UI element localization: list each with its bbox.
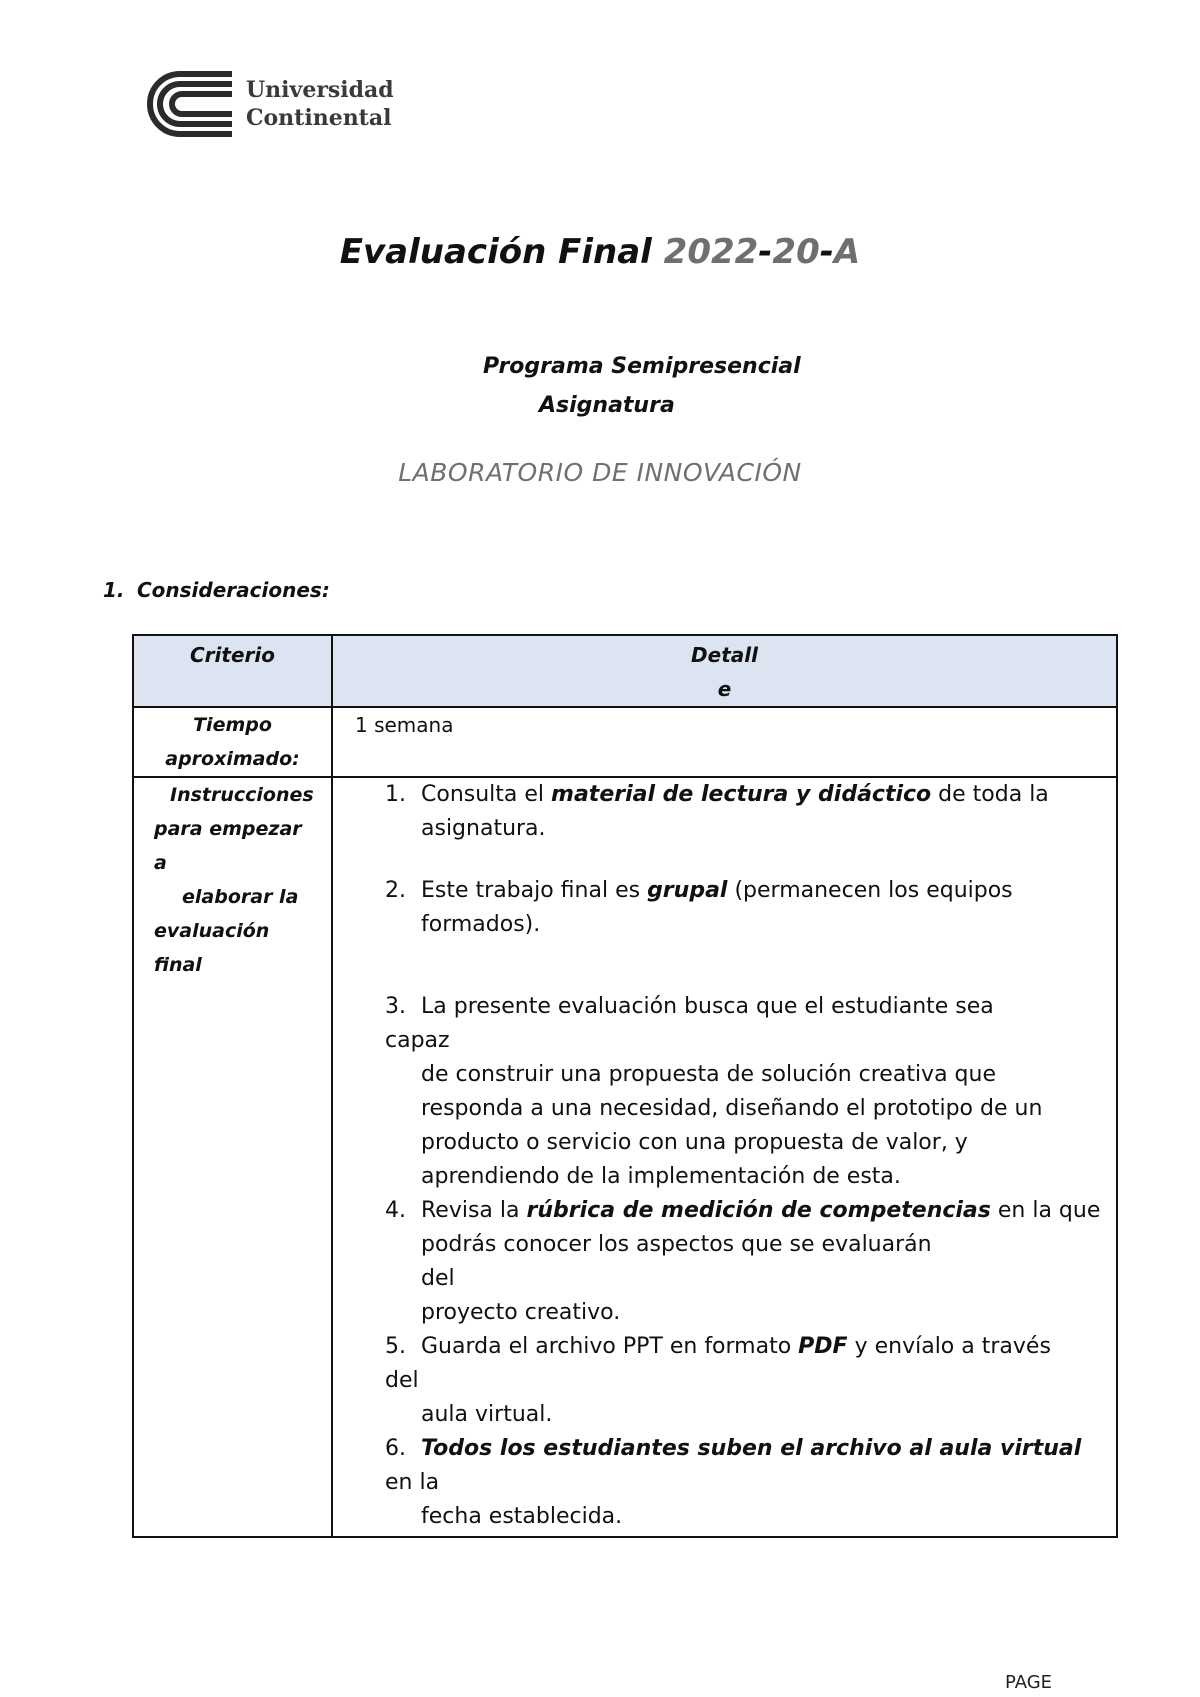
title-main: Evaluación Final: [339, 232, 652, 272]
section-number: 1.: [103, 578, 125, 602]
criterio-cell: Instrucciones para empezar a elaborar la evaluación final: [133, 777, 332, 1537]
course-name: LABORATORIO DE INNOVACIÓN: [398, 458, 802, 487]
logo-wordmark: [246, 76, 394, 132]
detalle-cell: 1 semana: [332, 707, 1117, 777]
list-item: 1. Consulta el material de lectura y didáctico de toda la asignatura.: [385, 782, 1049, 841]
logo-line-1: Universidad: [246, 77, 394, 103]
list-item: 6. Todos los estudiantes suben el archivo al aula virtual en la fecha establecida.: [385, 1436, 1082, 1529]
program-label: Programa Semipresencial: [483, 354, 801, 379]
header-criterio: Criterio: [133, 635, 332, 707]
header-detalle: Detall e: [332, 635, 1117, 707]
section-heading: [103, 578, 330, 602]
title-code: 2022-20-A: [663, 232, 861, 272]
list-item: 3. La presente evaluación busca que el estudiante sea capaz de construir una propuesta de solución creativa que responda a una necesidad, diseñando el prototipo de un producto o servicio con una propuesta de valor, y aprendiendo de la implementación de esta.: [385, 994, 1043, 1189]
list-item: 2. Este trabajo final es grupal (permanecen los equipos formados).: [385, 878, 1013, 937]
page-footer: PAGE: [1005, 1672, 1053, 1693]
table-header-row: [133, 635, 1117, 707]
table-row: [133, 777, 1117, 1537]
criterio-cell: Tiempo aproximado:: [133, 707, 332, 777]
considerations-table: [132, 634, 1118, 1538]
instructions-cell: [332, 777, 1117, 1537]
logo-mark-icon: [140, 68, 236, 140]
page-title: [0, 232, 1200, 272]
list-item: 4. Revisa la rúbrica de medición de competencias en la que podrás conocer los aspectos que se evaluarán del proyecto creativo.: [385, 1198, 1101, 1325]
section-label: Consideraciones:: [137, 578, 330, 602]
university-logo: [140, 68, 400, 140]
subject-label: Asignatura: [539, 393, 675, 418]
list-item: 5. Guarda el archivo PPT en formato PDF y envíalo a través del aula virtual.: [385, 1334, 1051, 1427]
table-row: [133, 707, 1117, 777]
logo-line-2: Continental: [246, 105, 392, 131]
